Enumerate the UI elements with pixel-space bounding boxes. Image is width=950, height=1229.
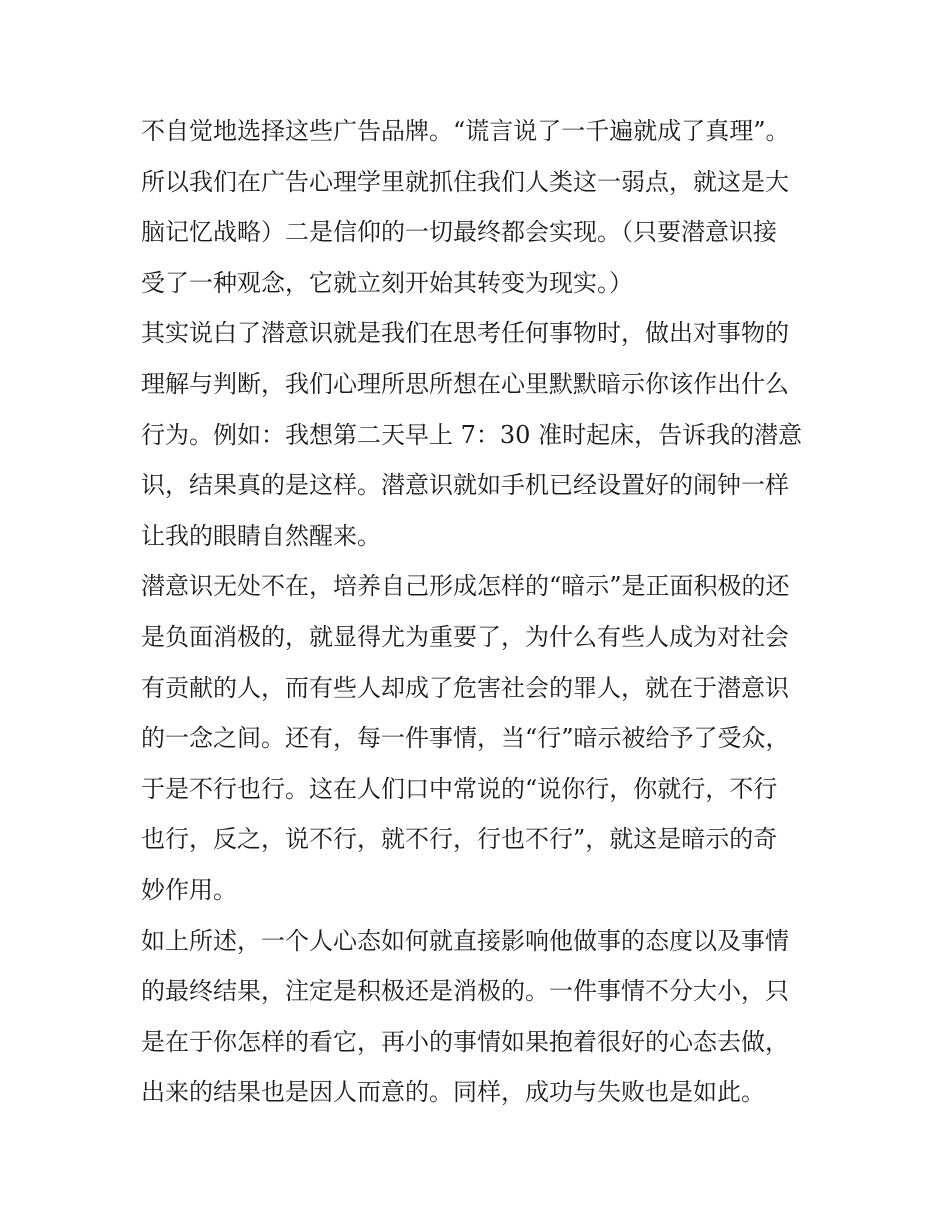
paragraph-4 xyxy=(141,916,821,1118)
text-line: 理解与判断，我们心理所思所想在心里默默暗示你该作出什么 xyxy=(141,369,789,398)
text-line: 其实说白了潜意识就是我们在思考任何事物时，做出对事物的 xyxy=(141,319,789,348)
text-line: 行为。例如：我想第二天早上 7：30 准时起床，告诉我的潜意 xyxy=(141,420,803,449)
text-line: 是负面消极的，就显得尤为重要了，为什么有些人成为对社会 xyxy=(141,622,789,651)
text-line: 是在于你怎样的看它，再小的事情如果抱着很好的心态去做， xyxy=(141,1027,789,1056)
text-line: 所以我们在广告心理学里就抓住我们人类这一弱点，就这是大 xyxy=(141,167,789,196)
text-line: 如上所述，一个人心态如何就直接影响他做事的态度以及事情 xyxy=(141,926,789,955)
text-line: 受了一种观念，它就立刻开始其转变为现实。） xyxy=(141,268,633,297)
text-line: 的一念之间。还有，每一件事情，当“行”暗示被给予了受众， xyxy=(141,724,790,753)
document-body xyxy=(141,106,821,1118)
text-line: 不自觉地选择这些广告品牌。“谎言说了一千遍就成了真理”。 xyxy=(141,117,790,145)
text-line: 让我的眼睛自然醒来。 xyxy=(141,521,381,550)
text-line: 的最终结果，注定是积极还是消极的。一件事情不分大小，只 xyxy=(141,977,789,1006)
text-line: 潜意识无处不在，培养自己形成怎样的“暗示”是正面积极的还 xyxy=(141,572,790,601)
paragraph-2 xyxy=(141,308,821,561)
paragraph-3 xyxy=(141,561,821,915)
text-line: 脑记忆战略）二是信仰的一切最终都会实现。（只要潜意识接 xyxy=(141,218,777,247)
paragraph-1 xyxy=(141,106,821,308)
text-line: 于是不行也行。这在人们口中常说的“说你行，你就行，不行 xyxy=(141,774,778,803)
text-line: 也行，反之，说不行，就不行，行也不行”，就这是暗示的奇 xyxy=(141,825,778,854)
text-line: 出来的结果也是因人而意的。同样，成功与失败也是如此。 xyxy=(141,1078,765,1107)
text-line: 有贡献的人，而有些人却成了危害社会的罪人，就在于潜意识 xyxy=(141,673,789,702)
text-line: 妙作用。 xyxy=(141,875,237,904)
text-line: 识，结果真的是这样。潜意识就如手机已经设置好的闹钟一样 xyxy=(141,471,789,500)
